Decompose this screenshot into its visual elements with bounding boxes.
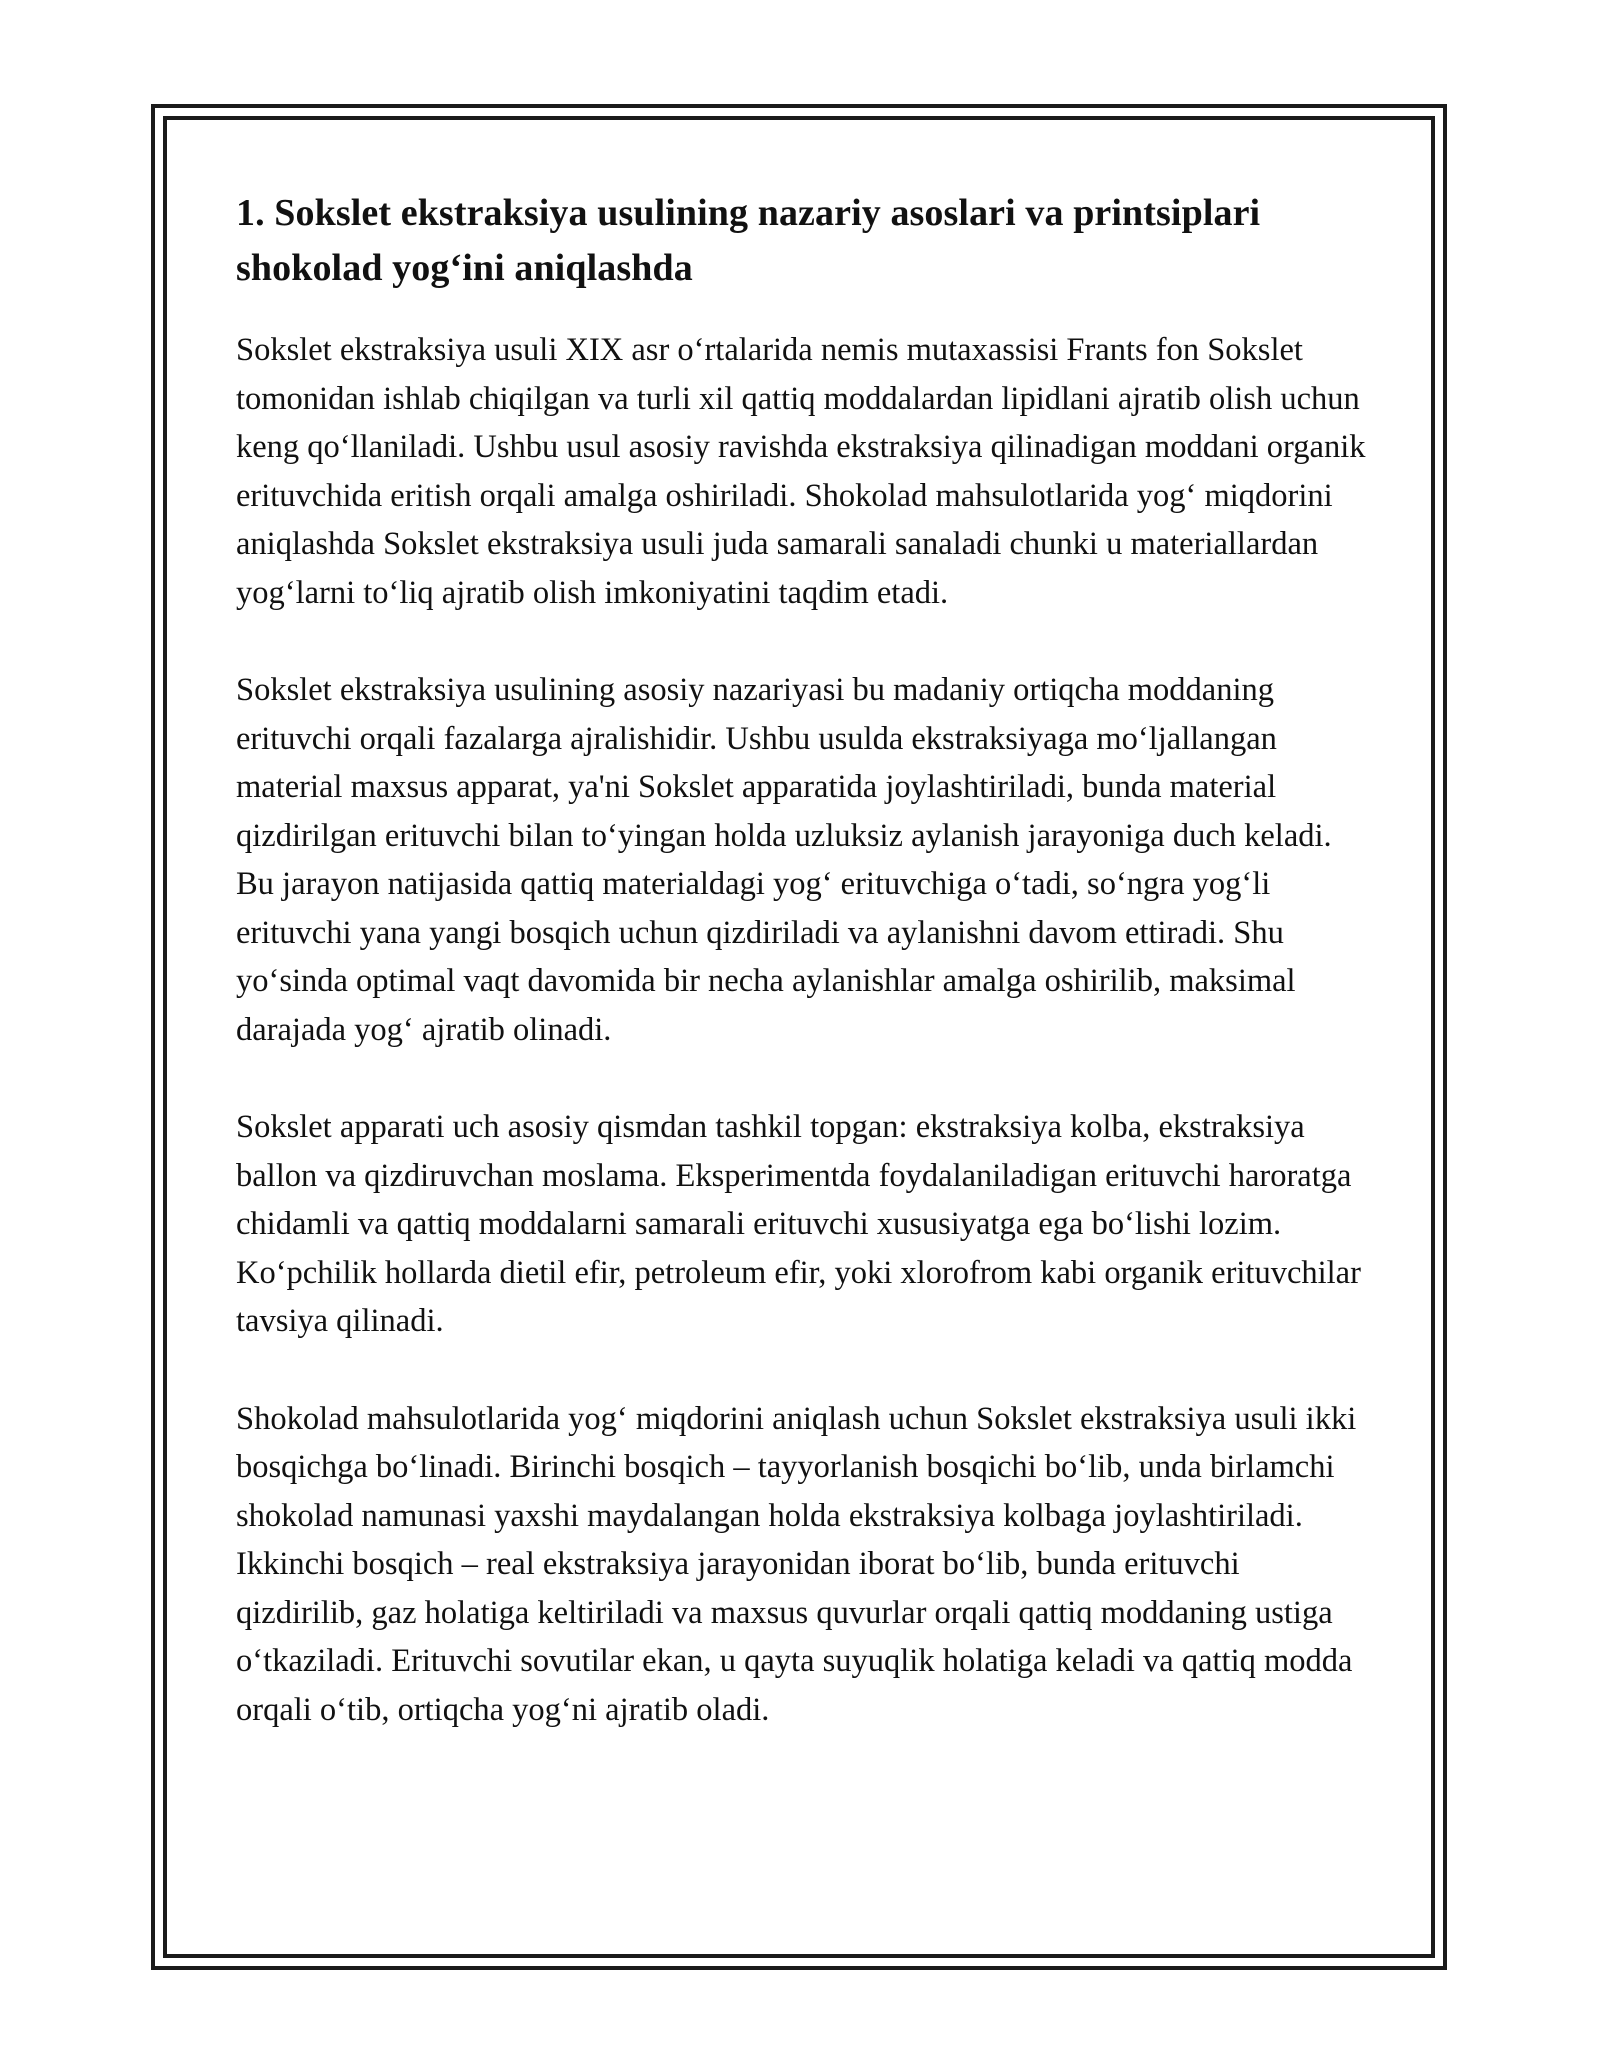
paragraph-1: Sokslet ekstraksiya usuli XIX asr o‘rtalarida nemis mutaxassisi Frants fon Sokslet tomonidan ishlab chiqilgan va turli xil qattiq moddalardan lipidlani ajratib olish uchun keng qo‘llaniladi. Ushbu usul asosiy ravishda ekstraksiya qilinadigan moddani organik erituvchida eritish orqali amalga oshiriladi. Shokolad mahsulotlarida yog‘ miqdorini aniqlashda Sokslet ekstraksiya usuli juda samarali sanaladi chunki u materiallardan yog‘larni to‘liq ajratib olish imkoniyatini taqdim etadi. — [236, 332, 1366, 611]
paragraph-2: Sokslet ekstraksiya usulining asosiy nazariyasi bu madaniy ortiqcha moddaning erituvchi orqali fazalarga ajralishidir. Ushbu usulda ekstraksiyaga mo‘ljallangan material maxsus apparat, ya'ni Sokslet apparatida joylashtiriladi, bunda material qizdirilgan erituvchi bilan to‘yingan holda uzluksiz aylanish jarayoniga duch keladi. Bu jarayon natijasida qattiq materialdagi yog‘ erituvchiga o‘tadi, so‘ngra yog‘li erituvchi yana yangi bosqich uchun qizdiriladi va aylanishni davom ettiradi. Shu yo‘sinda optimal vaqt davomida bir necha aylanishlar amalga oshirilib, maksimal darajada yog‘ ajratib olinadi. — [236, 672, 1332, 1048]
section-heading: 1. Sokslet ekstraksiya usulining nazariy asoslari va printsiplari shokolad yog‘ini aniqlashda — [236, 192, 1261, 289]
document-body — [236, 186, 1366, 1783]
paragraph-3: Sokslet apparati uch asosiy qismdan tashkil topgan: ekstraksiya kolba, ekstraksiya ballon va qizdiruvchan moslama. Eksperimentda foydalaniladigan erituvchi haroratga chidamli va qattiq moddalarni samarali erituvchi xususiyatga ega bo‘lishi lozim. Ko‘pchilik hollarda dietil efir, petroleum efir, yoki xlorofrom kabi organik erituvchilar tavsiya qilinadi. — [236, 1109, 1361, 1339]
paragraph-4: Shokolad mahsulotlarida yog‘ miqdorini aniqlash uchun Sokslet ekstraksiya usuli ikki bosqichga bo‘linadi. Birinchi bosqich – tayyorlanish bosqichi bo‘lib, unda birlamchi shokolad namunasi yaxshi maydalangan holda ekstraksiya kolbaga joylashtiriladi. Ikkinchi bosqich – real ekstraksiya jarayonidan iborat bo‘lib, bunda erituvchi qizdirilib, gaz holatiga keltiriladi va maxsus quvurlar orqali qattiq moddaning ustiga o‘tkaziladi. Erituvchi sovutilar ekan, u qayta suyuqlik holatiga keladi va qattiq modda orqali o‘tib, ortiqcha yog‘ni ajratib oladi. — [236, 1400, 1357, 1728]
